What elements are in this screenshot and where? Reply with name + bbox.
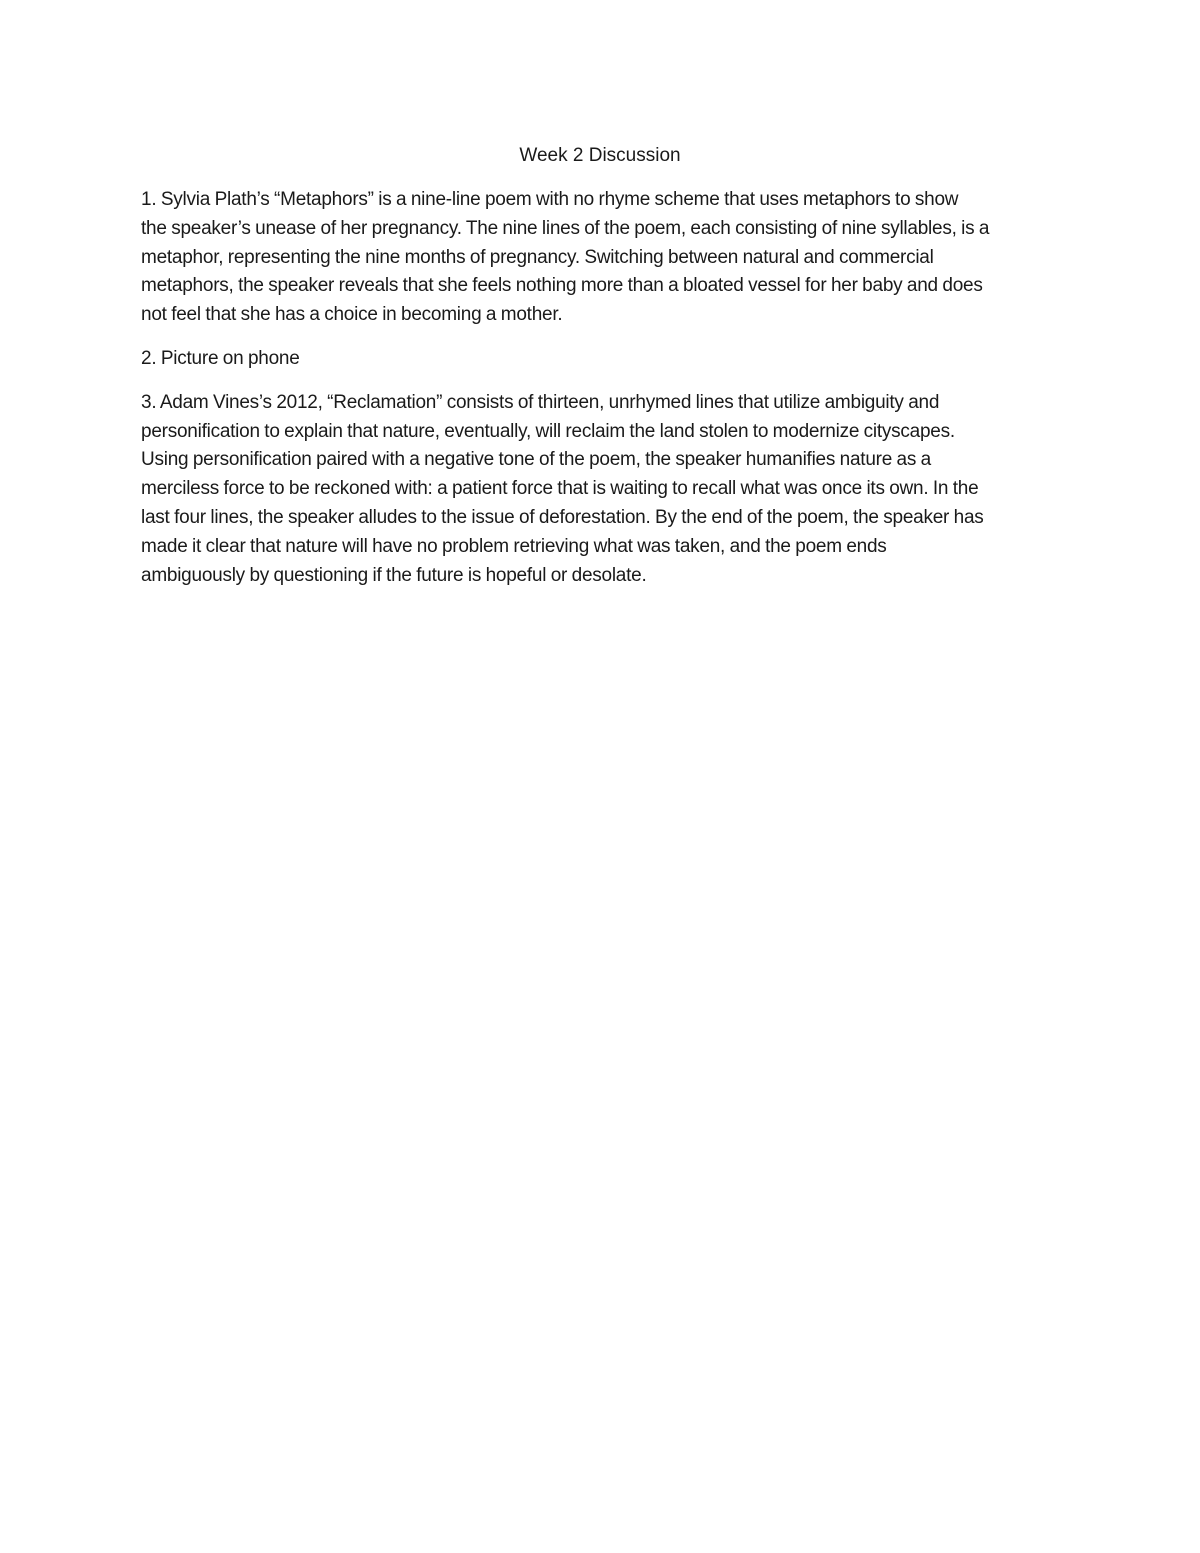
text-line: metaphor, representing the nine months of pregnancy. Switching between natural and commercial	[141, 246, 934, 268]
text-line: metaphors, the speaker reveals that she feels nothing more than a bloated vessel for her baby and does	[141, 275, 983, 297]
text-line: 2. Picture on phone	[141, 347, 300, 369]
document-body	[141, 186, 1071, 605]
document-title: Week 2 Discussion	[519, 145, 681, 166]
text-line: 1. Sylvia Plath’s “Metaphors” is a nine-line poem with no rhyme scheme that uses metaphors to show	[141, 189, 959, 210]
text-line: ambiguously by questioning if the future is hopeful or desolate.	[141, 564, 647, 586]
text-line: Using personification paired with a negative tone of the poem, the speaker humanifies nature as a	[141, 449, 931, 471]
paragraph-2	[141, 345, 1071, 374]
text-line: last four lines, the speaker alludes to the issue of deforestation. By the end of the poem, the speaker has	[141, 506, 984, 528]
text-line: made it clear that nature will have no problem retrieving what was taken, and the poem ends	[141, 535, 887, 557]
text-line: not feel that she has a choice in becoming a mother.	[141, 304, 563, 326]
paragraph-1	[141, 186, 1071, 330]
paragraph-3	[141, 389, 1071, 591]
text-line: merciless force to be reckoned with: a patient force that is waiting to recall what was once its own. In the	[141, 478, 979, 500]
text-line: the speaker’s unease of her pregnancy. The nine lines of the poem, each consisting of nine syllables, is a	[141, 217, 990, 239]
text-line: 3. Adam Vines’s 2012, “Reclamation” consists of thirteen, unrhymed lines that utilize ambiguity and	[141, 391, 940, 413]
text-line: personification to explain that nature, eventually, will reclaim the land stolen to modernize cityscapes.	[141, 420, 955, 442]
